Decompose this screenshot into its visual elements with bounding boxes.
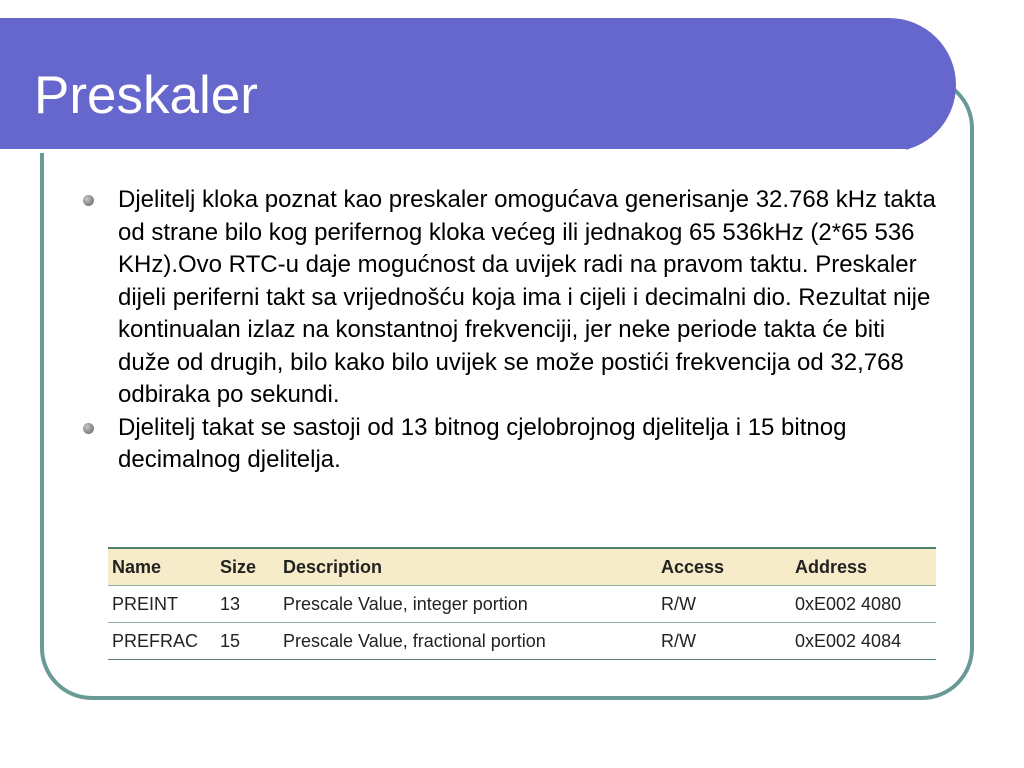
cell-name: PREINT (108, 586, 216, 623)
bullet-list (82, 184, 942, 477)
header-size: Size (216, 548, 279, 586)
header-description: Description (279, 548, 657, 586)
cell-address: 0xE002 4084 (791, 623, 936, 660)
cell-address: 0xE002 4080 (791, 586, 936, 623)
cell-name: PREFRAC (108, 623, 216, 660)
bullet-item (82, 412, 942, 477)
register-table (108, 547, 936, 660)
cell-size: 13 (216, 586, 279, 623)
table-row (108, 623, 936, 660)
title-underline (0, 149, 906, 153)
title-bar (0, 18, 956, 152)
header-access: Access (657, 548, 791, 586)
bullet-text: Djelitelj kloka poznat kao preskaler omogućava generisanje 32.768 kHz takta od strane bilo kog perifernog kloka većeg ili jednakog 65 536kHz (2*65 536 KHz).Ovo RTC-u daje mogućnost da uvijek radi na pravom taktu. Preskaler dijeli periferni takt sa vrijednošću koja ima i cijeli i decimalni dio. Rezultat nije kontinualan izlaz na konstantnoj frekvenciji, jer neke periode takta će biti duže od drugih, bilo kako bilo uvijek se može postići frekvencija od 32,768 odbiraka po sekundi. (118, 186, 936, 408)
cell-size: 15 (216, 623, 279, 660)
slide-title: Preskaler (34, 66, 258, 125)
bullet-item (82, 184, 942, 412)
header-address: Address (791, 548, 936, 586)
cell-access: R/W (657, 586, 791, 623)
table-header-row (108, 548, 936, 586)
cell-access: R/W (657, 623, 791, 660)
cell-description: Prescale Value, fractional portion (279, 623, 657, 660)
bullet-dot-icon (83, 423, 94, 434)
table-row (108, 586, 936, 623)
cell-description: Prescale Value, integer portion (279, 586, 657, 623)
bullet-dot-icon (83, 195, 94, 206)
header-name: Name (108, 548, 216, 586)
bullet-text: Djelitelj takat se sastoji od 13 bitnog cjelobrojnog djelitelja i 15 bitnog decimalnog djelitelja. (118, 413, 847, 473)
